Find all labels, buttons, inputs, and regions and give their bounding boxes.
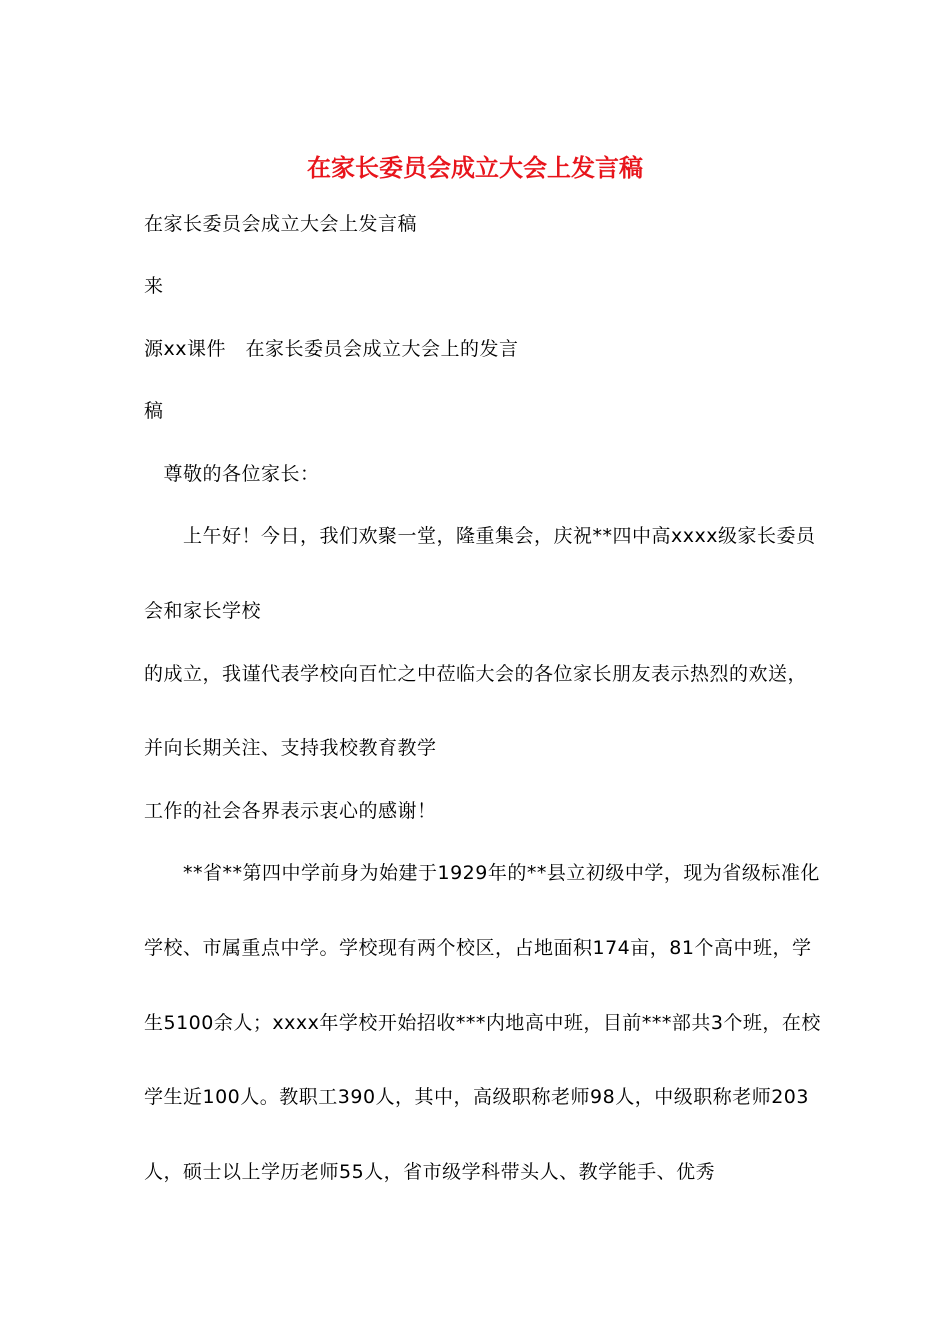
text-line-14: 学生近100人。教职工390人，其中，高级职称老师98人，中级职称老师203 [144, 1086, 809, 1108]
text-line-10: 工作的社会各界表示衷心的感谢！ [144, 800, 437, 822]
text-line-2: 来 [144, 275, 164, 297]
text-line-6: 上午好！今日，我们欢聚一堂，隆重集会，庆祝**四中高xxxx级家长委员 [144, 525, 816, 547]
text-line-1: 在家长委员会成立大会上发言稿 [144, 213, 418, 235]
text-line-11: **省**第四中学前身为始建于1929年的**县立初级中学，现为省级标准化 [144, 862, 820, 884]
text-line-7: 会和家长学校 [144, 600, 262, 622]
text-line-4: 稿 [144, 400, 164, 422]
document-title: 在家长委员会成立大会上发言稿 [307, 154, 643, 182]
text-line-12: 学校、市属重点中学。学校现有两个校区，占地面积174亩，81个高中班，学 [144, 937, 812, 959]
text-line-15: 人，硕士以上学历老师55人，省市级学科带头人、教学能手、优秀 [144, 1161, 716, 1183]
text-line-9: 并向长期关注、支持我校教育教学 [144, 737, 437, 759]
text-line-8: 的成立，我谨代表学校向百忙之中莅临大会的各位家长朋友表示热烈的欢送， [144, 663, 808, 685]
text-line-13: 生5100余人；xxxx年学校开始招收***内地高中班，目前***部共3个班，在校 [144, 1012, 821, 1034]
text-line-3: 源xx课件 在家长委员会成立大会上的发言 [144, 338, 519, 360]
text-line-5: 尊敬的各位家长： [144, 463, 320, 485]
